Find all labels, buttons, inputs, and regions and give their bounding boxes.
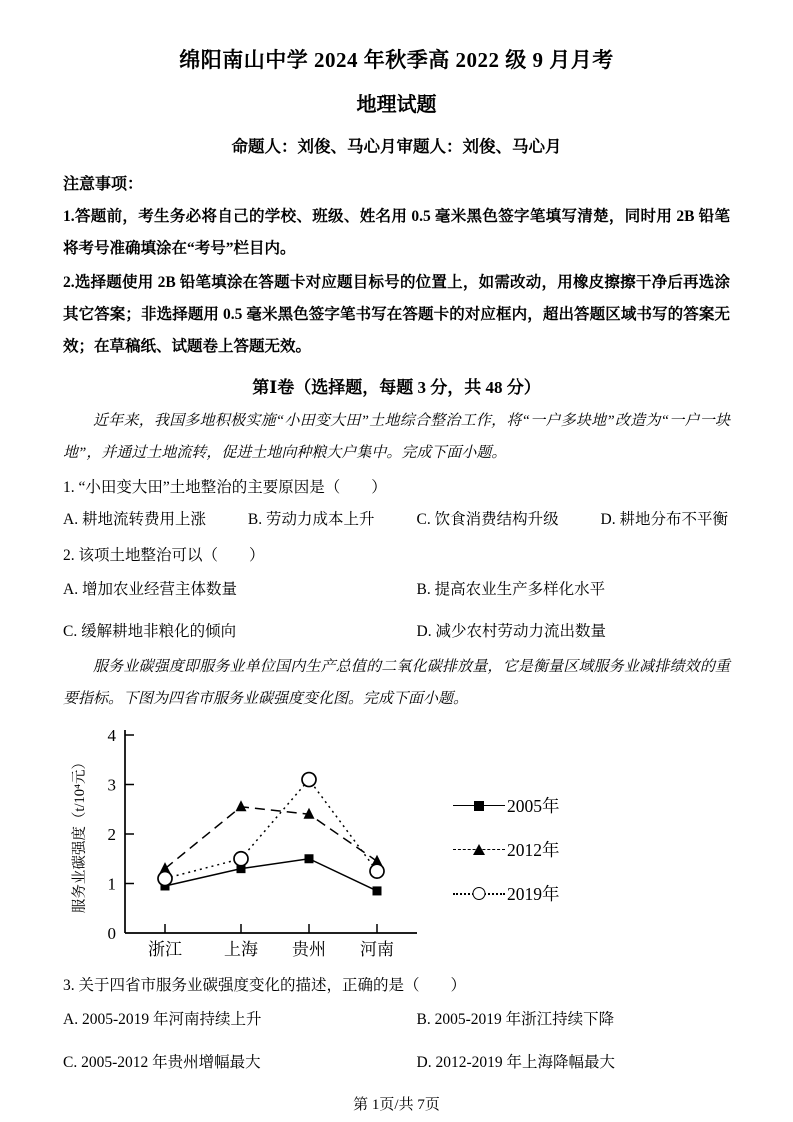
carbon-intensity-chart-svg — [67, 721, 439, 967]
x-category-label: 上海 — [224, 940, 258, 960]
option-3c: C. 2005-2012 年贵州增幅最大 — [63, 1053, 261, 1071]
question-1-options — [63, 504, 730, 536]
page-footer: 第 1页/共 7页 — [353, 1096, 440, 1113]
y-tick-label: 0 — [107, 924, 116, 944]
y-tick-label: 4 — [107, 726, 116, 746]
exam-subtitle: 地理试题 — [356, 94, 437, 116]
notice-item: 1.答题前，考生务必将自己的学校、班级、姓名用 0.5 毫米黑色签字笔填写清楚，同时用 2B 铅笔将考号准确填涂在“考号”栏目内。 — [63, 208, 730, 258]
filled-square-marker-icon — [373, 887, 382, 896]
chart-legend — [453, 793, 560, 906]
open-circle-marker-icon — [370, 864, 384, 878]
option-3b: B. 2005-2019 年浙江持续下降 — [416, 1010, 615, 1028]
open-circle-marker-icon — [158, 872, 172, 886]
x-category-label: 贵州 — [292, 940, 326, 960]
option-1c: C. 饮食消费结构升级 — [416, 511, 559, 529]
y-axis-label: 服务业碳强度（t/10⁴元） — [72, 755, 88, 914]
option-2c: C. 缓解耕地非粮化的倾向 — [63, 623, 237, 641]
legend-sample-2005 — [453, 798, 505, 814]
open-circle-marker-icon — [234, 852, 248, 866]
question-2-options — [63, 574, 730, 649]
option-1b: B. 劳动力成本上升 — [247, 511, 375, 529]
authors-line: 命题人：刘俊、马心月审题人：刘俊、马心月 — [231, 137, 562, 156]
question-2-text: 2. 该项土地整治可以（ ） — [63, 546, 265, 564]
option-2b: B. 提高农业生产多样化水平 — [416, 580, 606, 598]
legend-item-2012 — [453, 837, 560, 862]
option-1d: D. 耕地分布不平衡 — [600, 511, 728, 529]
passage-land-consolidation: 近年来，我国多地积极实施“小田变大田”土地综合整治工作，将“一户多块地”改造为“一户一块地”，并通过土地流转，促进土地向种粮大户集中。完成下面小题。 — [63, 413, 730, 461]
legend-label-2012: 2012年 — [507, 840, 560, 861]
series-line-2005年 — [165, 859, 377, 891]
open-circle-marker-icon — [473, 887, 486, 900]
filled-square-marker-icon — [305, 854, 314, 863]
option-2d: D. 减少农村劳动力流出数量 — [416, 623, 606, 641]
filled-triangle-marker-icon — [473, 844, 485, 855]
option-3d: D. 2012-2019 年上海降幅最大 — [416, 1053, 615, 1071]
option-2a: A. 增加农业经营主体数量 — [63, 580, 237, 598]
option-3a: A. 2005-2019 年河南持续上升 — [63, 1010, 262, 1028]
x-category-label: 河南 — [360, 940, 394, 960]
open-circle-marker-icon — [302, 773, 316, 787]
series-line-2012年 — [165, 807, 377, 869]
filled-triangle-marker-icon — [236, 800, 247, 811]
legend-item-2019 — [453, 881, 560, 906]
question-1-text: 1. “小田变大田”土地整治的主要原因是（ ） — [63, 479, 387, 497]
legend-item-2005 — [453, 793, 560, 818]
legend-sample-2012 — [453, 842, 505, 858]
carbon-intensity-chart — [67, 721, 730, 967]
passage-carbon-intensity: 服务业碳强度即服务业单位国内生产总值的二氧化碳排放量，它是衡量区域服务业减排绩效的重要指标。下图为四省市服务业碳强度变化图。完成下面小题。 — [63, 659, 730, 707]
legend-sample-2019 — [453, 886, 505, 902]
section-heading: 第Ⅰ卷（选择题，每题 3 分，共 48 分） — [252, 378, 541, 398]
question-3-options — [63, 1004, 730, 1079]
y-tick-label: 3 — [107, 775, 116, 795]
x-category-label: 浙江 — [148, 940, 182, 960]
option-1a: A. 耕地流转费用上涨 — [63, 511, 206, 529]
exam-title: 绵阳南山中学 2024 年秋季高 2022 级 9 月月考 — [179, 48, 614, 72]
question-3-text: 3. 关于四省市服务业碳强度变化的描述，正确的是（ ） — [63, 977, 467, 995]
y-tick-label: 2 — [107, 825, 116, 845]
y-tick-label: 1 — [107, 874, 116, 894]
notice-heading: 注意事项： — [63, 176, 144, 193]
filled-square-marker-icon — [474, 801, 484, 811]
notice-item: 2.选择题使用 2B 铅笔填涂在答题卡对应题目标号的位置上，如需改动，用橡皮擦擦干净后再选涂其它答案；非选择题用 0.5 毫米黑色签字笔书写在答题卡的对应框内，超出答题区域书写的答案无效；在草稿纸、试题卷上答题无效。 — [63, 274, 730, 356]
legend-label-2005: 2005年 — [507, 796, 560, 817]
legend-label-2019: 2019年 — [507, 884, 560, 905]
